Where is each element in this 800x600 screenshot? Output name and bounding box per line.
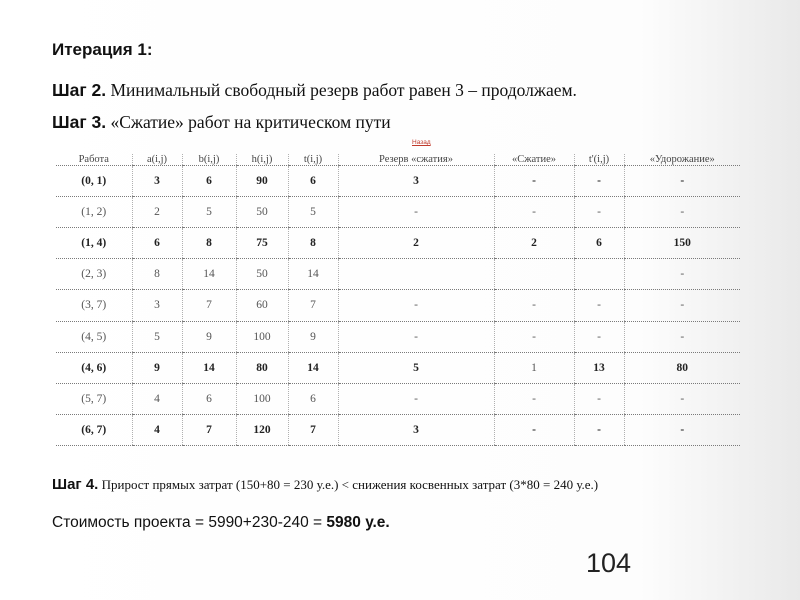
column-header: t'(i,j) <box>574 154 624 166</box>
table-cell: (6, 7) <box>56 414 132 445</box>
table-row <box>56 414 740 445</box>
table-cell: 150 <box>624 228 740 259</box>
table-cell: 3 <box>338 166 494 197</box>
column-header: t(i,j) <box>288 154 338 166</box>
table-cell: 2 <box>494 228 574 259</box>
table-cell: - <box>494 383 574 414</box>
table-cell: (4, 5) <box>56 321 132 352</box>
table-cell: 14 <box>288 352 338 383</box>
table-cell: - <box>338 383 494 414</box>
works-table <box>56 154 740 446</box>
table-row <box>56 197 740 228</box>
project-cost-value: 5980 у.е. <box>326 514 390 531</box>
table-cell: - <box>338 197 494 228</box>
step-3-text: «Сжатие» работ на критическом пути <box>106 112 391 132</box>
table-cell: 4 <box>132 383 182 414</box>
table-cell: 6 <box>574 228 624 259</box>
table-cell: - <box>574 290 624 321</box>
table-cell <box>574 259 624 290</box>
table-cell: 9 <box>182 321 236 352</box>
table-row <box>56 352 740 383</box>
step-4-label: Шаг 4. <box>52 476 99 493</box>
column-header: «Удорожание» <box>624 154 740 166</box>
table-row <box>56 383 740 414</box>
table-cell: 7 <box>288 414 338 445</box>
table-cell: 8 <box>288 228 338 259</box>
table-cell: 14 <box>288 259 338 290</box>
table-cell: - <box>624 414 740 445</box>
table-cell: 14 <box>182 259 236 290</box>
step-3-label: Шаг 3. <box>52 112 107 132</box>
column-header: «Сжатие» <box>494 154 574 166</box>
table-cell: - <box>494 197 574 228</box>
table-cell: 9 <box>288 321 338 352</box>
table-cell: 6 <box>132 228 182 259</box>
table-cell <box>338 259 494 290</box>
table-cell: (3, 7) <box>56 290 132 321</box>
table-cell: 8 <box>182 228 236 259</box>
table-cell: - <box>494 166 574 197</box>
table-cell: 5 <box>338 352 494 383</box>
step-4-text: Прирост прямых затрат (150+80 = 230 у.е.) < снижения косвенных затрат (3*80 = 240 у.е.) <box>98 477 599 492</box>
table-cell: 5 <box>288 197 338 228</box>
step-2-line <box>52 80 577 101</box>
page-title: Итерация 1: <box>52 40 153 59</box>
step-2-label: Шаг 2. <box>52 80 107 100</box>
table-cell: 90 <box>236 166 288 197</box>
table-cell: 6 <box>182 383 236 414</box>
table-cell: 50 <box>236 259 288 290</box>
table-cell: - <box>338 290 494 321</box>
step-2-text: Минимальный свободный резерв работ равен 3 – продолжаем. <box>106 80 577 100</box>
column-header: Резерв «сжатия» <box>338 154 494 166</box>
table-cell: 9 <box>132 352 182 383</box>
table-cell: 4 <box>132 414 182 445</box>
table-cell: - <box>624 290 740 321</box>
table-cell: 13 <box>574 352 624 383</box>
page-number: 104 <box>586 548 632 578</box>
table-cell: - <box>338 321 494 352</box>
table-cell: 2 <box>338 228 494 259</box>
table-cell: - <box>574 383 624 414</box>
table-cell: 5 <box>182 197 236 228</box>
table-cell: (1, 2) <box>56 197 132 228</box>
step-3-line <box>52 112 391 133</box>
table-cell: (2, 3) <box>56 259 132 290</box>
table-cell: - <box>574 197 624 228</box>
table-cell: - <box>574 414 624 445</box>
back-link[interactable]: Назад <box>412 139 431 146</box>
table-cell: 3 <box>132 290 182 321</box>
table-cell: 100 <box>236 383 288 414</box>
table-cell: - <box>574 166 624 197</box>
table-cell: 7 <box>182 414 236 445</box>
table-cell: 6 <box>182 166 236 197</box>
table-cell: 60 <box>236 290 288 321</box>
table-cell: (1, 4) <box>56 228 132 259</box>
table-cell: - <box>494 414 574 445</box>
table-row <box>56 228 740 259</box>
table-row <box>56 321 740 352</box>
table-cell: - <box>624 259 740 290</box>
table-cell: (4, 6) <box>56 352 132 383</box>
table-header-row <box>56 154 740 166</box>
table-cell <box>494 259 574 290</box>
table-cell: - <box>624 197 740 228</box>
project-cost-text: Стоимость проекта = 5990+230-240 = <box>52 514 327 531</box>
table-row <box>56 259 740 290</box>
step-4-line <box>52 476 598 493</box>
table-cell: 5 <box>132 321 182 352</box>
column-header: a(i,j) <box>132 154 182 166</box>
table-cell: 6 <box>288 383 338 414</box>
table-cell: 2 <box>132 197 182 228</box>
table-cell: - <box>494 321 574 352</box>
table-cell: 3 <box>338 414 494 445</box>
table-cell: - <box>624 383 740 414</box>
table-cell: - <box>624 321 740 352</box>
table-cell: (5, 7) <box>56 383 132 414</box>
table-cell: 3 <box>132 166 182 197</box>
table-cell: - <box>574 321 624 352</box>
table-cell: 75 <box>236 228 288 259</box>
table-row <box>56 290 740 321</box>
table-cell: - <box>494 290 574 321</box>
column-header: b(i,j) <box>182 154 236 166</box>
column-header: Работа <box>56 154 132 166</box>
table-cell: 6 <box>288 166 338 197</box>
table-cell: 8 <box>132 259 182 290</box>
table-cell: (0, 1) <box>56 166 132 197</box>
project-cost-line <box>52 514 390 532</box>
table-cell: - <box>624 166 740 197</box>
table-row <box>56 166 740 197</box>
table-cell: 50 <box>236 197 288 228</box>
table-cell: 14 <box>182 352 236 383</box>
table-cell: 120 <box>236 414 288 445</box>
table-cell: 7 <box>182 290 236 321</box>
column-header: h(i,j) <box>236 154 288 166</box>
table-cell: 80 <box>236 352 288 383</box>
table-cell: 1 <box>494 352 574 383</box>
table-cell: 100 <box>236 321 288 352</box>
table-cell: 80 <box>624 352 740 383</box>
table-cell: 7 <box>288 290 338 321</box>
